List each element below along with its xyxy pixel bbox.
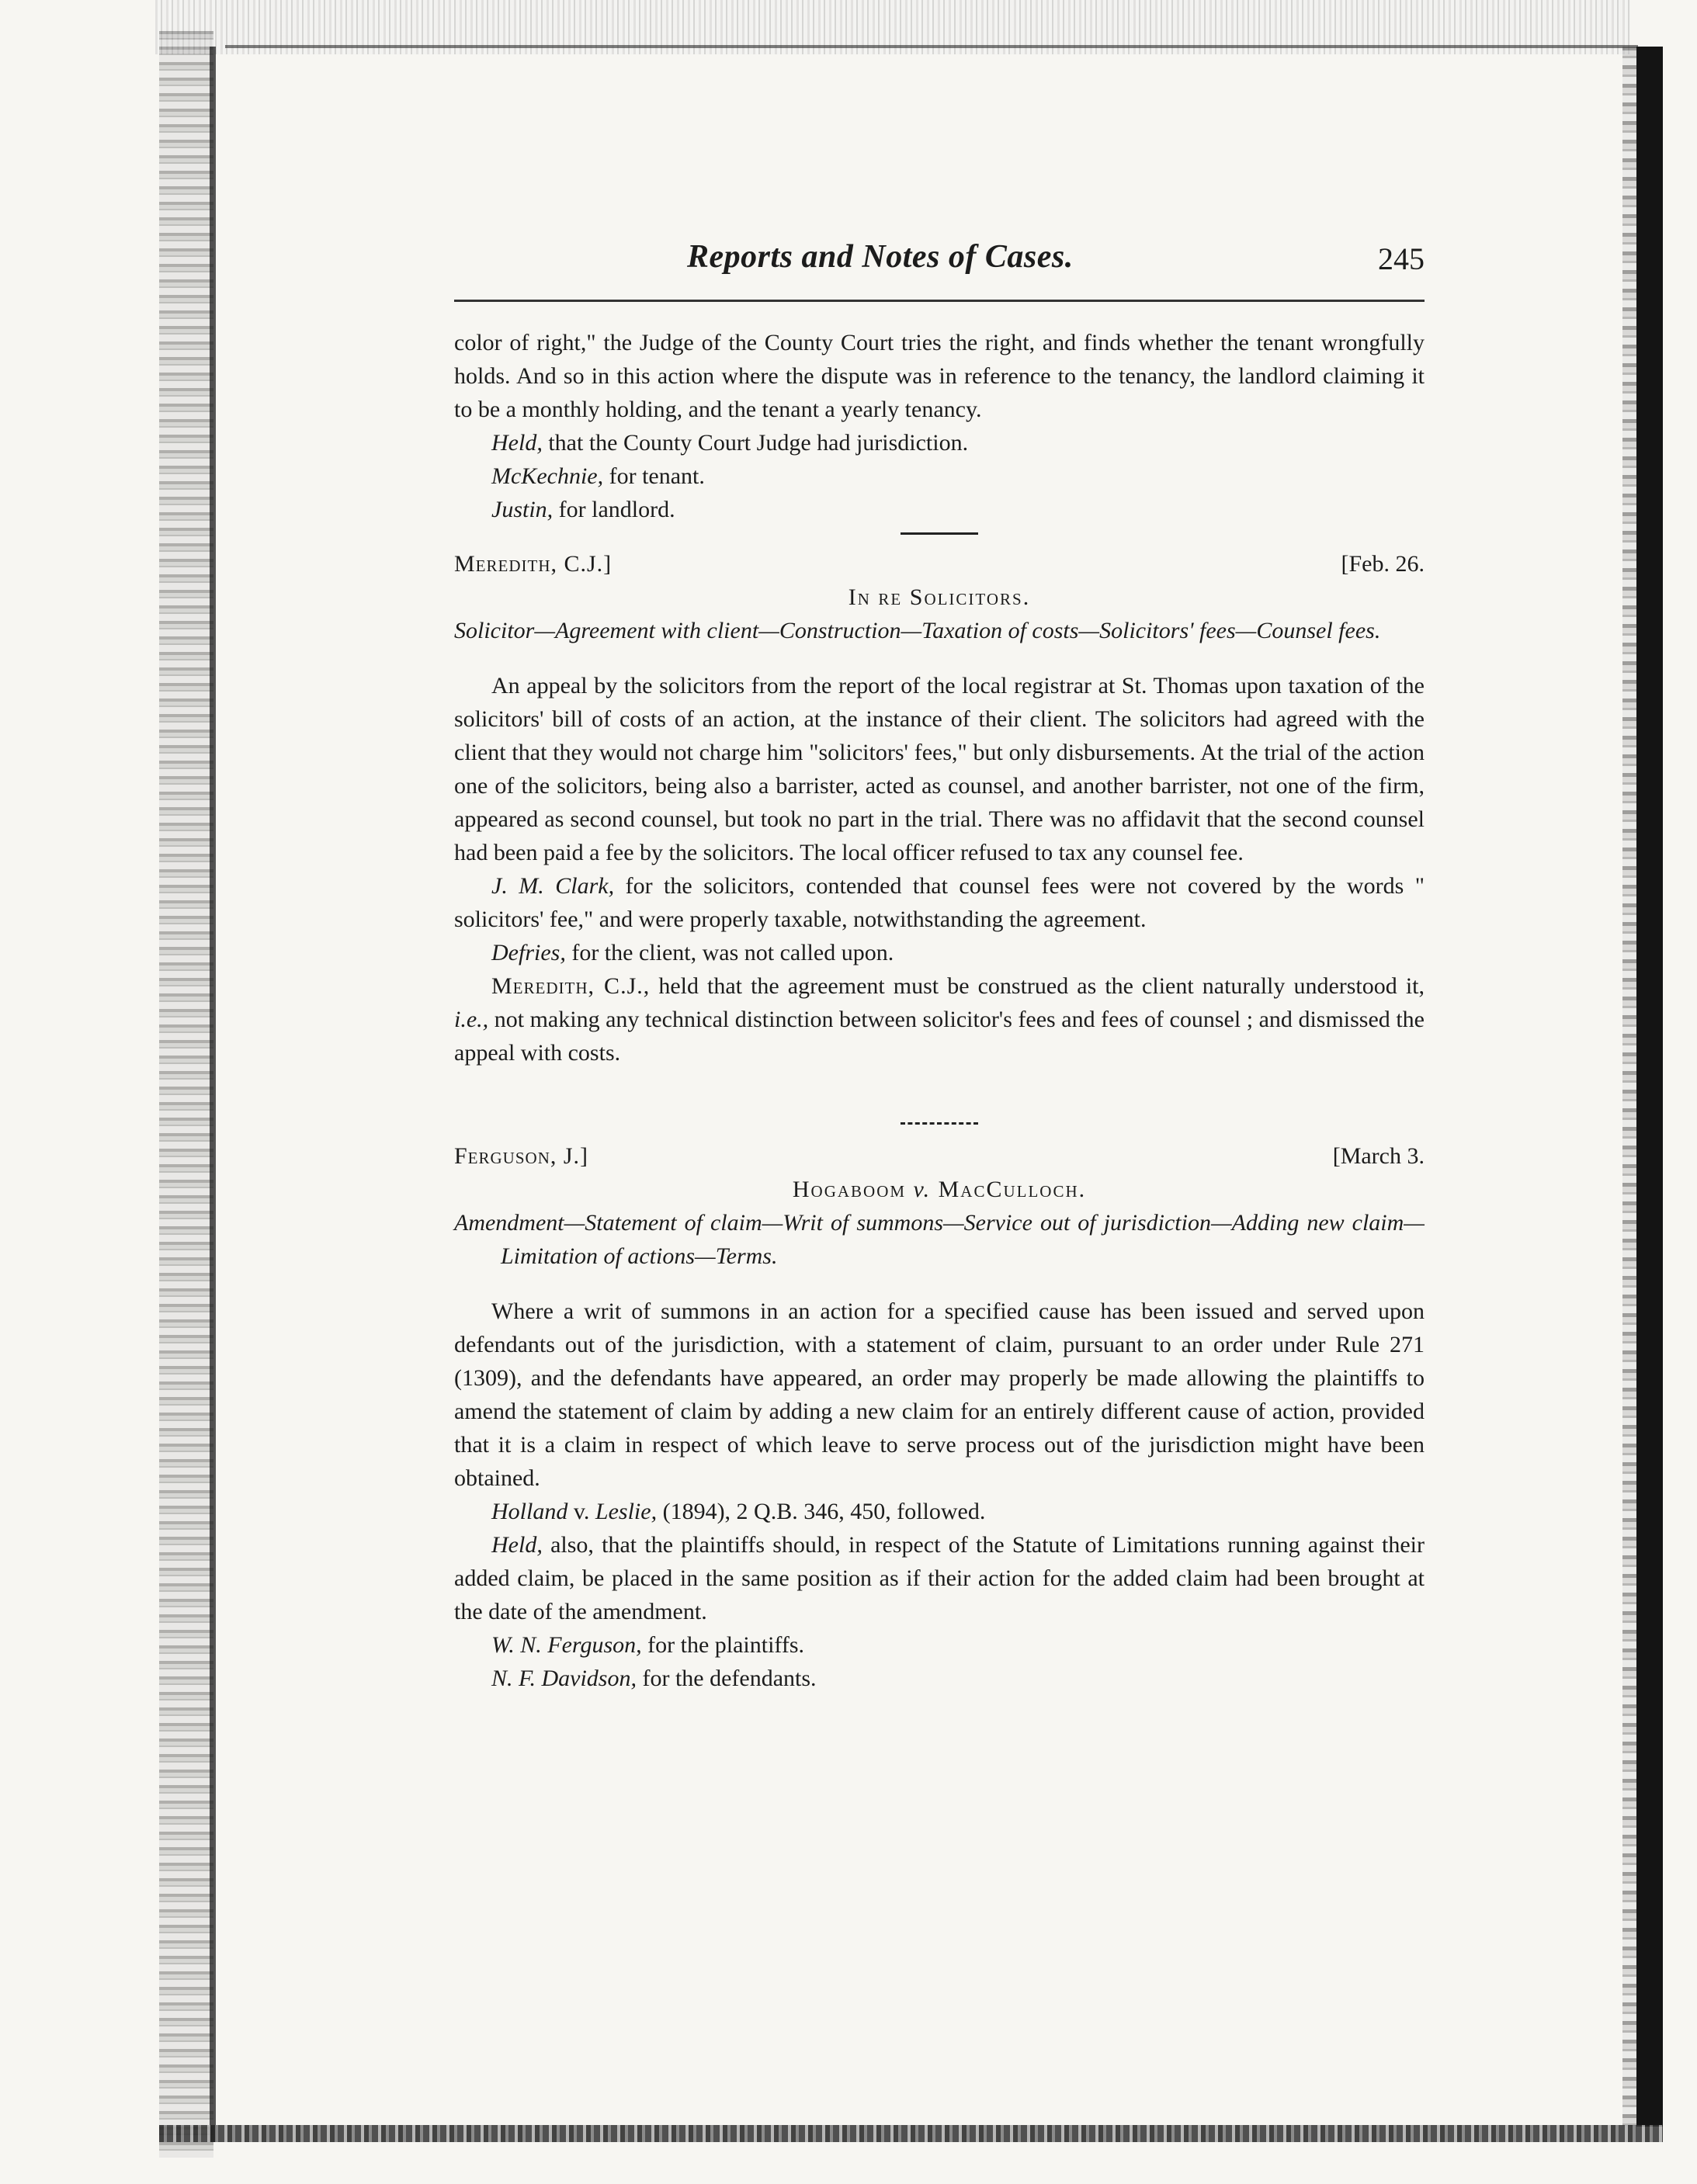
running-title: Reports and Notes of Cases. bbox=[687, 239, 1074, 275]
case-heading-line bbox=[454, 1139, 1425, 1173]
held-text: also, that the plaintiffs should, in respect of the Statute of Limitations running against their added claim, be placed in the same position as if their action for the added claim had been brought at the date of the amendment. bbox=[454, 1532, 1425, 1624]
case-paragraph-text: for the client, was not called upon. bbox=[565, 940, 894, 965]
case-title: In re Solicitors. bbox=[848, 584, 1031, 610]
counsel-role: for tenant. bbox=[603, 463, 705, 489]
section-divider bbox=[901, 532, 978, 535]
held-text: that the County Court Judge had jurisdiction. bbox=[542, 430, 969, 456]
page-number: 245 bbox=[1378, 241, 1425, 276]
case-paragraph bbox=[454, 869, 1425, 936]
counsel-role: for the plaintiffs. bbox=[641, 1632, 805, 1658]
case-headnote: Amendment—Statement of claim—Writ of summons—Service out of jurisdiction—Adding new claim—Limitation of actions—Terms. bbox=[454, 1210, 1425, 1269]
citation-paragraph bbox=[454, 1495, 1425, 1528]
counsel-line bbox=[454, 459, 1425, 493]
counsel-line bbox=[454, 1628, 1425, 1662]
case-judgment-paragraph bbox=[454, 969, 1425, 1069]
section-gap bbox=[454, 1069, 1425, 1116]
counsel-name: J. M. Clark, bbox=[491, 873, 615, 899]
judge-name: Meredith, C.J., bbox=[491, 973, 651, 999]
counsel-role: for the defendants. bbox=[636, 1666, 817, 1691]
document-page bbox=[454, 241, 1425, 1695]
page-header bbox=[454, 241, 1425, 295]
held-label: Held, bbox=[491, 430, 543, 456]
case-title bbox=[454, 1173, 1425, 1206]
counsel-line bbox=[454, 1662, 1425, 1695]
party-name: Hogaboom bbox=[792, 1177, 914, 1202]
case-citation-name: Leslie, bbox=[595, 1499, 658, 1524]
counsel-name: Defries, bbox=[491, 940, 566, 965]
case-heading-line bbox=[454, 547, 1425, 581]
scan-top-line bbox=[225, 45, 1638, 48]
case-paragraph: An appeal by the solicitors from the report of the local registrar at St. Thomas upon taxation of the solicitors' bill of costs of an action, at the instance of their client. The solicitors had agreed with the client that they would not charge him "solicitors' fees," but only disbursements. At the trial of the action one of the solicitors, being also a barrister, acted as counsel, and another barrister, not one of the firm, appeared as second counsel, but took no part in the trial. There was no affidavit that the second counsel had been paid a fee by the solicitors. The local officer refused to tax any counsel fee. bbox=[454, 673, 1425, 865]
section-divider bbox=[901, 1122, 978, 1127]
held-label: Held, bbox=[491, 1532, 543, 1558]
counsel-name: W. N. Ferguson, bbox=[491, 1632, 642, 1658]
counsel-name: N. F. Davidson, bbox=[491, 1666, 637, 1691]
case-paragraph: Where a writ of summons in an action for a specified cause has been issued and served upon defendants out of the jurisdiction, with a statement of claim, pursuant to an order under Rule 271 (1309), and the defendants have appeared, an order may properly be made allowing the plaintiffs to amend the statement of claim by adding a new claim for an entirely different cause of action, provided that it is a claim in respect of which leave to serve process out of the jurisdiction might have been obtained. bbox=[454, 1298, 1425, 1491]
case-date: [March 3. bbox=[1332, 1143, 1425, 1169]
counsel-role: for landlord. bbox=[553, 497, 675, 522]
scan-left-edge bbox=[159, 31, 213, 2158]
case-headnote: Solicitor—Agreement with client—Construction—Taxation of costs—Solicitors' fees—Counsel fees. bbox=[454, 618, 1381, 643]
counsel-line bbox=[454, 493, 1425, 526]
case-paragraph-text: not making any technical distinction between solicitor's fees and fees of counsel ; and dismissed the appeal with costs. bbox=[454, 1007, 1425, 1066]
continuation-paragraph: color of right," the Judge of the County Court tries the right, and finds whether the tenant wrongfully holds. And so in this action where the dispute was in reference to the tenancy, the landlord claiming it to be a monthly holding, and the tenant a yearly tenancy. bbox=[454, 330, 1425, 422]
scan-right-edge bbox=[1622, 47, 1636, 2127]
abbreviation: i.e., bbox=[454, 1007, 489, 1032]
counsel-name: McKechnie, bbox=[491, 463, 604, 489]
case-citation-name: Holland bbox=[491, 1499, 568, 1524]
case-paragraph-text: for the solicitors, contended that counsel fees were not covered by the words " solicitors' fee," and were properly taxable, notwithstanding the agreement. bbox=[454, 873, 1425, 932]
case-date: [Feb. 26. bbox=[1341, 551, 1425, 577]
case-judge: Meredith, C.J.] bbox=[454, 551, 613, 577]
held-paragraph bbox=[454, 1528, 1425, 1628]
held-paragraph bbox=[454, 426, 1425, 459]
header-rule bbox=[454, 300, 1425, 302]
party-name: MacCulloch. bbox=[931, 1177, 1087, 1202]
citation-text: (1894), 2 Q.B. 346, 450, followed. bbox=[657, 1499, 986, 1524]
scan-right-border bbox=[1636, 47, 1663, 2127]
scan-left-line bbox=[210, 47, 216, 2142]
page-body bbox=[454, 295, 1425, 1695]
versus: v. bbox=[567, 1499, 595, 1524]
counsel-name: Justin, bbox=[491, 497, 554, 522]
case-paragraph bbox=[454, 936, 1425, 969]
scan-bottom-edge bbox=[159, 2125, 1663, 2142]
case-paragraph-text: held that the agreement must be construed as the client naturally understood it, bbox=[650, 973, 1425, 999]
versus: v. bbox=[913, 1177, 932, 1202]
case-judge: Ferguson, J.] bbox=[454, 1143, 589, 1169]
